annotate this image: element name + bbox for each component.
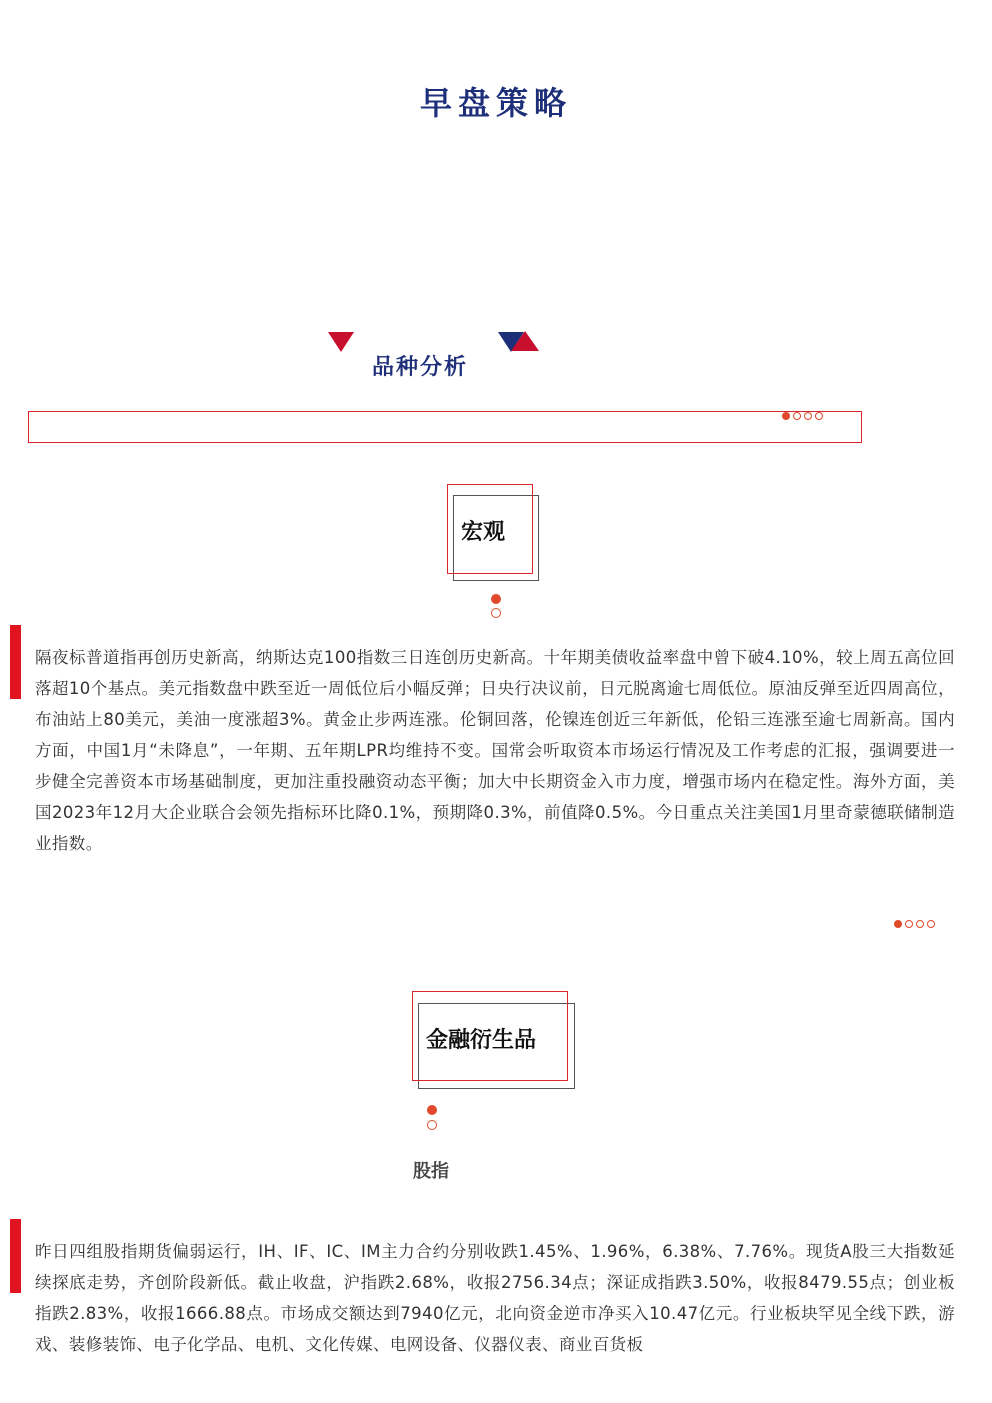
triangle-down-icon bbox=[328, 332, 354, 352]
dot-filled-icon bbox=[427, 1105, 437, 1115]
derivatives-label: 金融衍生品 bbox=[426, 1028, 537, 1053]
paragraph-marker bbox=[10, 625, 21, 699]
progress-dots-icon bbox=[782, 412, 823, 420]
triangle-up-icon bbox=[511, 331, 539, 351]
subheading-stock-index: 股指 bbox=[413, 1161, 449, 1182]
paragraph-marker bbox=[10, 1219, 21, 1293]
section-heading: 品种分析 bbox=[372, 355, 469, 380]
dot-outline-icon bbox=[427, 1120, 437, 1130]
derivatives-paragraph: 昨日四组股指期货偏弱运行，IH、IF、IC、IM主力合约分别收跌1.45%、1.96%，6.38%、7.76%。现货A股三大指数延续探底走势，齐创阶段新低。截止收盘，沪指跌2.68%，收报2756.34点；深证成指跌3.50%，收报8479.55点；创业板指跌2.83%，收报1666.88点。市场成交额达到7940亿元，北向资金逆市净买入10.47亿元。行业板块罕见全线下跌，游戏、装修装饰、电子化学品、电机、文化传媒、电网设备、仪器仪表、商业百货板 bbox=[35, 1242, 955, 1354]
dot-filled-icon bbox=[491, 594, 501, 604]
macro-paragraph: 隔夜标普道指再创历史新高，纳斯达克100指数三日连创历史新高。十年期美债收益率盘中曾下破4.10%，较上周五高位回落超10个基点。美元指数盘中跌至近一周低位后小幅反弹；日央行决议前，日元脱离逾七周低位。原油反弹至近四周高位，布油站上80美元，美油一度涨超3%。黄金止步两连涨。伦铜回落，伦镍连创近三年新低，伦铅三连涨至逾七周新高。国内方面，中国1月“未降息”，一年期、五年期LPR均维持不变。国常会听取资本市场运行情况及工作考虑的汇报，强调要进一步健全完善资本市场基础制度，更加注重投融资动态平衡；加大中长期资金入市力度，增强市场内在稳定性。海外方面，美国2023年12月大企业联合会领先指标环比降0.1%，预期降0.3%，前值降0.5%。今日重点关注美国1月里奇蒙德联储制造业指数。 bbox=[35, 648, 955, 853]
dot-outline-icon bbox=[491, 608, 501, 618]
macro-label: 宏观 bbox=[461, 520, 506, 545]
page-title: 早盘策略 bbox=[419, 84, 572, 122]
progress-dots-icon bbox=[894, 920, 935, 928]
section-divider-box bbox=[28, 411, 862, 443]
